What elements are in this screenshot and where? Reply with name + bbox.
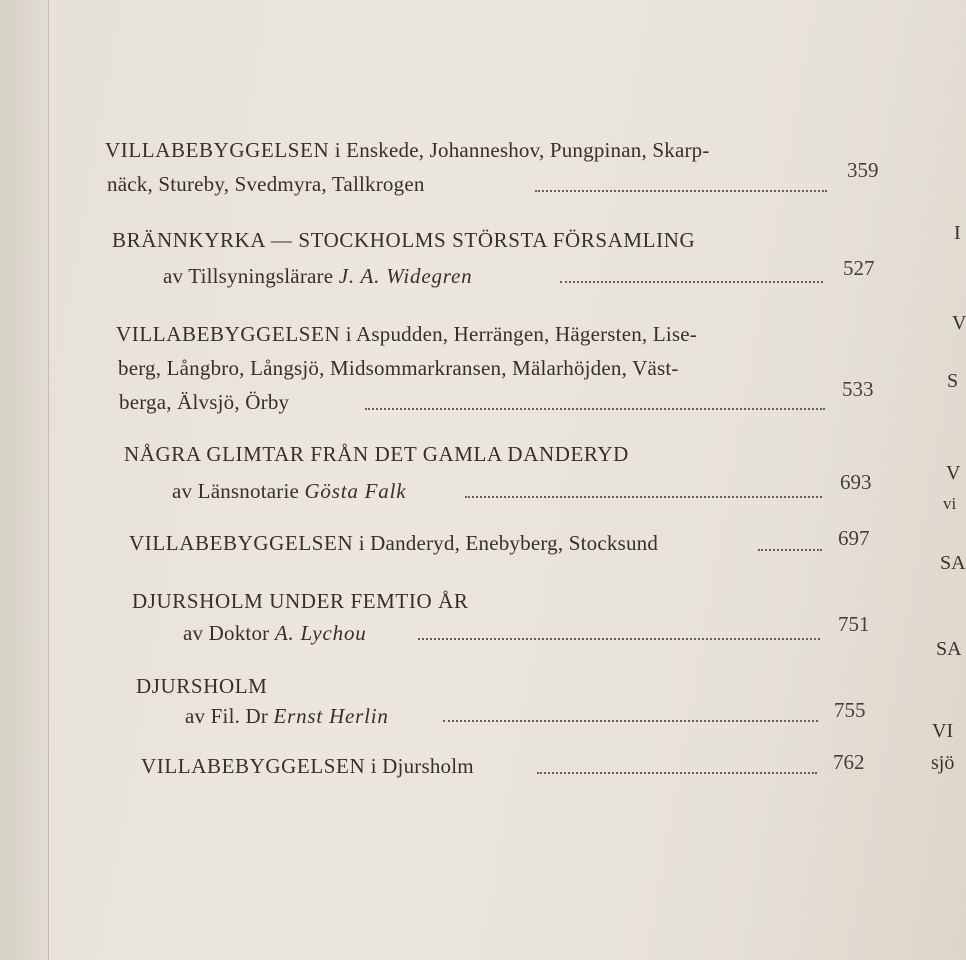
author-role: av Doktor [183, 621, 275, 645]
toc-entry-places: i Djursholm [365, 754, 474, 778]
toc-entry-places: berg, Långbro, Långsjö, Midsommarkransen, Mälarhöjden, Väst- [118, 356, 679, 380]
page-number: 359 [847, 158, 879, 182]
adjacent-page-fragment: vi [943, 494, 957, 513]
toc-entry-author-line [185, 704, 389, 729]
toc-entry-title: VILLABEBYGGELSEN [129, 531, 354, 555]
toc-entry-3-line-3 [119, 390, 289, 415]
toc-entry-5-line-1 [129, 531, 658, 556]
adjacent-page-fragment: sjö [931, 752, 955, 774]
toc-entry-title: NÅGRA GLIMTAR FRÅN DET GAMLA DANDERYD [124, 442, 629, 466]
adjacent-page-fragment: SA [936, 638, 962, 660]
toc-entry-places: i Danderyd, Enebyberg, Stocksund [353, 531, 659, 555]
toc-entry-places: näck, Stureby, Svedmyra, Tallkrogen [107, 172, 425, 196]
toc-entry-3-line-2 [118, 356, 679, 381]
author-role: av Länsnotarie [172, 479, 305, 503]
author-name: Ernst Herlin [273, 704, 389, 728]
dot-leader [443, 720, 818, 722]
toc-entry-author-line [163, 264, 472, 289]
dot-leader [758, 549, 822, 551]
page-number: 527 [843, 256, 875, 280]
adjacent-page-fragment: V [952, 312, 966, 334]
toc-entry-3-line-1 [116, 322, 697, 347]
adjacent-page-fragment: S [947, 370, 959, 392]
adjacent-page-fragment: V [946, 462, 961, 484]
dot-leader [465, 496, 822, 498]
toc-entry-places: i Aspudden, Herrängen, Hägersten, Lise- [340, 322, 697, 346]
toc-entry-title: BRÄNNKYRKA — STOCKHOLMS STÖRSTA FÖRSAMLING [112, 228, 696, 252]
toc-entry-places: berga, Älvsjö, Örby [119, 390, 290, 414]
page-number: 762 [833, 750, 865, 774]
author-role: av Tillsyningslärare [163, 264, 339, 288]
toc-entry-title: VILLABEBYGGELSEN [116, 322, 341, 346]
dot-leader [535, 190, 827, 192]
page-number: 533 [842, 377, 874, 401]
author-name: A. Lychou [274, 621, 367, 645]
toc-entry-title: VILLABEBYGGELSEN [105, 138, 330, 162]
page-number: 697 [838, 526, 870, 550]
toc-entry-8-line-1 [141, 754, 474, 779]
toc-entry-author-line [183, 621, 367, 646]
toc-entry-places: i Enskede, Johanneshov, Pungpinan, Skarp- [329, 138, 710, 162]
dot-leader [418, 638, 820, 640]
author-role: av Fil. Dr [185, 704, 274, 728]
adjacent-page-fragment: VI [932, 720, 954, 742]
toc-entry-title: DJURSHOLM UNDER FEMTIO ÅR [132, 589, 469, 613]
dot-leader [560, 281, 823, 283]
author-name: J. A. Widegren [338, 264, 473, 288]
toc-entry-title: DJURSHOLM [136, 674, 268, 698]
toc-entry-1-line-2 [107, 172, 425, 197]
author-name: Gösta Falk [304, 479, 407, 503]
dot-leader [537, 772, 817, 774]
adjacent-page-fragment: SA [940, 552, 966, 574]
toc-entry-author-line [172, 479, 406, 504]
dot-leader [365, 408, 825, 410]
adjacent-page-fragment: I [954, 222, 961, 244]
page-number: 693 [840, 470, 872, 494]
toc-entry-1-line-1 [105, 138, 710, 163]
page-number: 751 [838, 612, 870, 636]
toc-entry-title: VILLABEBYGGELSEN [141, 754, 366, 778]
page-number: 755 [834, 698, 866, 722]
